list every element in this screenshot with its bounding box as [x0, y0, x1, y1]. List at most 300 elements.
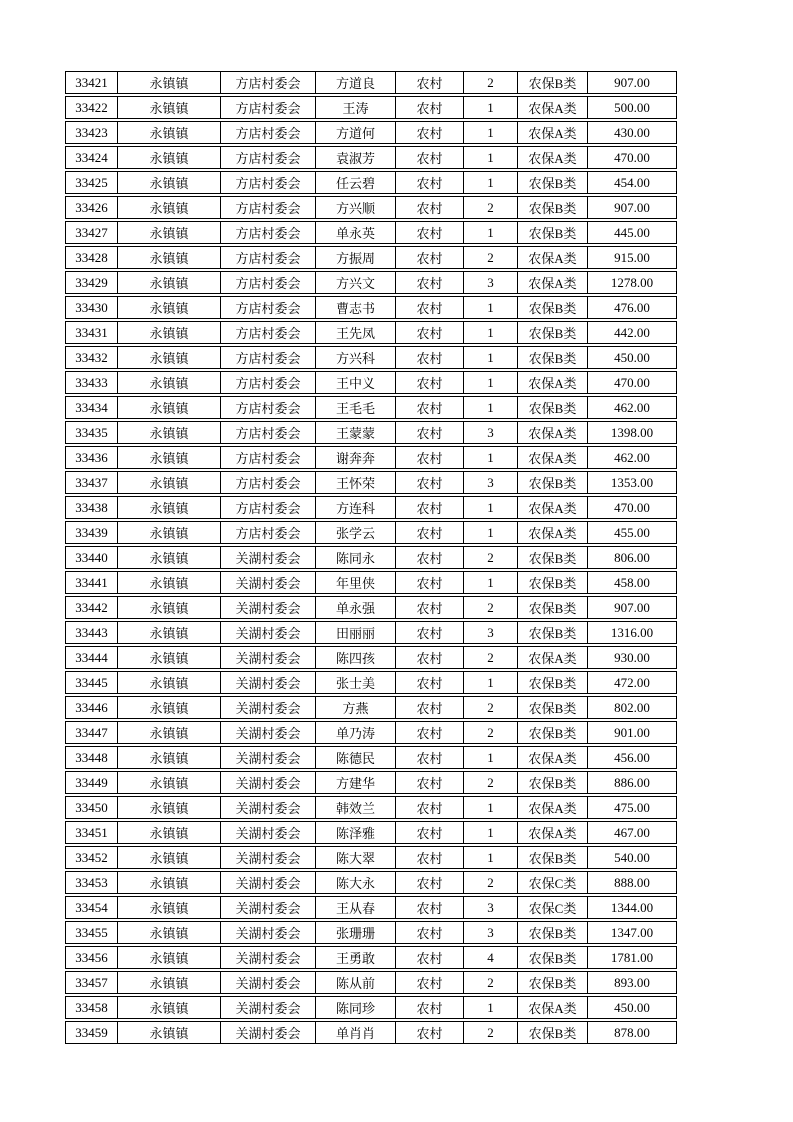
cell-person-name: 袁淑芳 — [315, 146, 395, 169]
cell-amount: 930.00 — [587, 646, 677, 669]
cell-person-name: 陈同珍 — [315, 996, 395, 1019]
cell-serial-number: 33442 — [65, 596, 117, 619]
cell-town: 永镇镇 — [117, 696, 220, 719]
table-row — [65, 771, 677, 794]
table-row — [65, 196, 677, 219]
table-row — [65, 546, 677, 569]
cell-village-committee: 关湖村委会 — [220, 946, 315, 969]
cell-household-type: 农村 — [395, 771, 463, 794]
cell-village-committee: 方店村委会 — [220, 96, 315, 119]
cell-household-type: 农村 — [395, 371, 463, 394]
cell-insurance-category: 农保B类 — [517, 396, 587, 419]
cell-serial-number: 33458 — [65, 996, 117, 1019]
cell-serial-number: 33429 — [65, 271, 117, 294]
cell-person-count: 1 — [463, 396, 517, 419]
table-row — [65, 496, 677, 519]
cell-serial-number: 33432 — [65, 346, 117, 369]
cell-person-count: 2 — [463, 696, 517, 719]
cell-serial-number: 33431 — [65, 321, 117, 344]
table-row — [65, 1021, 677, 1044]
cell-insurance-category: 农保B类 — [517, 846, 587, 869]
cell-person-count: 2 — [463, 546, 517, 569]
cell-household-type: 农村 — [395, 921, 463, 944]
cell-village-committee: 方店村委会 — [220, 321, 315, 344]
cell-person-name: 韩效兰 — [315, 796, 395, 819]
cell-town: 永镇镇 — [117, 621, 220, 644]
cell-person-name: 田丽丽 — [315, 621, 395, 644]
cell-insurance-category: 农保C类 — [517, 871, 587, 894]
cell-person-name: 谢奔奔 — [315, 446, 395, 469]
cell-household-type: 农村 — [395, 71, 463, 94]
cell-insurance-category: 农保A类 — [517, 496, 587, 519]
cell-serial-number: 33428 — [65, 246, 117, 269]
cell-town: 永镇镇 — [117, 396, 220, 419]
cell-household-type: 农村 — [395, 196, 463, 219]
cell-person-count: 4 — [463, 946, 517, 969]
cell-household-type: 农村 — [395, 321, 463, 344]
cell-household-type: 农村 — [395, 621, 463, 644]
cell-person-count: 3 — [463, 471, 517, 494]
cell-town: 永镇镇 — [117, 871, 220, 894]
table-row — [65, 646, 677, 669]
cell-village-committee: 方店村委会 — [220, 471, 315, 494]
cell-village-committee: 关湖村委会 — [220, 721, 315, 744]
table-row — [65, 96, 677, 119]
cell-amount: 1398.00 — [587, 421, 677, 444]
cell-town: 永镇镇 — [117, 771, 220, 794]
cell-insurance-category: 农保A类 — [517, 271, 587, 294]
cell-town: 永镇镇 — [117, 171, 220, 194]
cell-person-name: 方连科 — [315, 496, 395, 519]
cell-insurance-category: 农保A类 — [517, 371, 587, 394]
cell-town: 永镇镇 — [117, 721, 220, 744]
cell-person-name: 王中义 — [315, 371, 395, 394]
cell-serial-number: 33444 — [65, 646, 117, 669]
cell-serial-number: 33430 — [65, 296, 117, 319]
table-row — [65, 146, 677, 169]
cell-serial-number: 33452 — [65, 846, 117, 869]
cell-insurance-category: 农保B类 — [517, 671, 587, 694]
cell-insurance-category: 农保B类 — [517, 971, 587, 994]
cell-insurance-category: 农保B类 — [517, 221, 587, 244]
cell-household-type: 农村 — [395, 571, 463, 594]
table-row — [65, 671, 677, 694]
cell-serial-number: 33457 — [65, 971, 117, 994]
cell-person-count: 3 — [463, 421, 517, 444]
cell-household-type: 农村 — [395, 821, 463, 844]
cell-serial-number: 33451 — [65, 821, 117, 844]
cell-village-committee: 关湖村委会 — [220, 1021, 315, 1044]
cell-serial-number: 33446 — [65, 696, 117, 719]
cell-village-committee: 关湖村委会 — [220, 671, 315, 694]
cell-village-committee: 关湖村委会 — [220, 796, 315, 819]
cell-amount: 907.00 — [587, 71, 677, 94]
cell-amount: 1781.00 — [587, 946, 677, 969]
cell-person-name: 陈从前 — [315, 971, 395, 994]
table-row — [65, 346, 677, 369]
cell-serial-number: 33438 — [65, 496, 117, 519]
cell-person-count: 1 — [463, 846, 517, 869]
cell-insurance-category: 农保B类 — [517, 321, 587, 344]
cell-town: 永镇镇 — [117, 521, 220, 544]
cell-village-committee: 关湖村委会 — [220, 921, 315, 944]
cell-town: 永镇镇 — [117, 846, 220, 869]
cell-serial-number: 33436 — [65, 446, 117, 469]
cell-town: 永镇镇 — [117, 121, 220, 144]
cell-household-type: 农村 — [395, 471, 463, 494]
cell-village-committee: 方店村委会 — [220, 71, 315, 94]
cell-household-type: 农村 — [395, 521, 463, 544]
cell-person-count: 1 — [463, 496, 517, 519]
cell-amount: 455.00 — [587, 521, 677, 544]
cell-village-committee: 关湖村委会 — [220, 871, 315, 894]
cell-person-count: 2 — [463, 71, 517, 94]
cell-insurance-category: 农保B类 — [517, 921, 587, 944]
cell-person-count: 1 — [463, 171, 517, 194]
cell-town: 永镇镇 — [117, 496, 220, 519]
cell-person-name: 任云碧 — [315, 171, 395, 194]
cell-insurance-category: 农保B类 — [517, 721, 587, 744]
cell-village-committee: 方店村委会 — [220, 146, 315, 169]
cell-insurance-category: 农保C类 — [517, 896, 587, 919]
cell-village-committee: 方店村委会 — [220, 371, 315, 394]
cell-person-count: 2 — [463, 196, 517, 219]
table-row — [65, 246, 677, 269]
cell-person-name: 张学云 — [315, 521, 395, 544]
cell-person-name: 陈泽雅 — [315, 821, 395, 844]
cell-person-count: 3 — [463, 271, 517, 294]
cell-amount: 445.00 — [587, 221, 677, 244]
cell-household-type: 农村 — [395, 171, 463, 194]
table-row — [65, 421, 677, 444]
cell-insurance-category: 农保A类 — [517, 446, 587, 469]
cell-household-type: 农村 — [395, 146, 463, 169]
cell-household-type: 农村 — [395, 746, 463, 769]
cell-village-committee: 关湖村委会 — [220, 771, 315, 794]
cell-person-name: 方建华 — [315, 771, 395, 794]
cell-insurance-category: 农保B类 — [517, 946, 587, 969]
cell-household-type: 农村 — [395, 346, 463, 369]
cell-person-count: 1 — [463, 296, 517, 319]
cell-amount: 540.00 — [587, 846, 677, 869]
cell-insurance-category: 农保B类 — [517, 771, 587, 794]
cell-person-name: 王涛 — [315, 96, 395, 119]
cell-insurance-category: 农保B类 — [517, 71, 587, 94]
table-row — [65, 621, 677, 644]
cell-amount: 450.00 — [587, 346, 677, 369]
cell-person-name: 方燕 — [315, 696, 395, 719]
cell-household-type: 农村 — [395, 796, 463, 819]
cell-amount: 475.00 — [587, 796, 677, 819]
cell-insurance-category: 农保A类 — [517, 746, 587, 769]
cell-person-count: 1 — [463, 796, 517, 819]
cell-amount: 901.00 — [587, 721, 677, 744]
cell-amount: 450.00 — [587, 996, 677, 1019]
table-row — [65, 571, 677, 594]
table-row — [65, 296, 677, 319]
cell-serial-number: 33427 — [65, 221, 117, 244]
cell-household-type: 农村 — [395, 946, 463, 969]
cell-person-name: 王勇敢 — [315, 946, 395, 969]
cell-person-name: 陈四孩 — [315, 646, 395, 669]
cell-village-committee: 方店村委会 — [220, 296, 315, 319]
cell-village-committee: 关湖村委会 — [220, 696, 315, 719]
cell-insurance-category: 农保A类 — [517, 796, 587, 819]
cell-person-name: 单永强 — [315, 596, 395, 619]
cell-person-name: 方兴顺 — [315, 196, 395, 219]
cell-person-name: 单肖肖 — [315, 1021, 395, 1044]
cell-serial-number: 33435 — [65, 421, 117, 444]
cell-person-count: 1 — [463, 371, 517, 394]
cell-person-name: 方兴科 — [315, 346, 395, 369]
cell-person-name: 王毛毛 — [315, 396, 395, 419]
cell-town: 永镇镇 — [117, 196, 220, 219]
cell-person-count: 2 — [463, 771, 517, 794]
cell-person-count: 2 — [463, 871, 517, 894]
cell-person-count: 2 — [463, 1021, 517, 1044]
cell-amount: 458.00 — [587, 571, 677, 594]
cell-amount: 878.00 — [587, 1021, 677, 1044]
cell-person-count: 1 — [463, 346, 517, 369]
cell-village-committee: 关湖村委会 — [220, 546, 315, 569]
cell-person-count: 1 — [463, 571, 517, 594]
table-row — [65, 121, 677, 144]
cell-village-committee: 方店村委会 — [220, 421, 315, 444]
cell-person-name: 方兴文 — [315, 271, 395, 294]
cell-serial-number: 33459 — [65, 1021, 117, 1044]
cell-household-type: 农村 — [395, 121, 463, 144]
cell-household-type: 农村 — [395, 996, 463, 1019]
cell-person-name: 单永英 — [315, 221, 395, 244]
cell-serial-number: 33439 — [65, 521, 117, 544]
cell-village-committee: 关湖村委会 — [220, 821, 315, 844]
cell-village-committee: 关湖村委会 — [220, 746, 315, 769]
cell-insurance-category: 农保B类 — [517, 171, 587, 194]
cell-town: 永镇镇 — [117, 346, 220, 369]
cell-household-type: 农村 — [395, 221, 463, 244]
cell-person-name: 张士美 — [315, 671, 395, 694]
cell-amount: 802.00 — [587, 696, 677, 719]
cell-person-count: 3 — [463, 896, 517, 919]
cell-village-committee: 关湖村委会 — [220, 571, 315, 594]
cell-town: 永镇镇 — [117, 821, 220, 844]
cell-insurance-category: 农保A类 — [517, 646, 587, 669]
table-row — [65, 746, 677, 769]
cell-insurance-category: 农保B类 — [517, 571, 587, 594]
cell-amount: 454.00 — [587, 171, 677, 194]
cell-person-name: 王先凤 — [315, 321, 395, 344]
cell-amount: 456.00 — [587, 746, 677, 769]
cell-town: 永镇镇 — [117, 596, 220, 619]
table-row — [65, 946, 677, 969]
cell-town: 永镇镇 — [117, 446, 220, 469]
cell-serial-number: 33443 — [65, 621, 117, 644]
cell-town: 永镇镇 — [117, 146, 220, 169]
cell-insurance-category: 农保B类 — [517, 471, 587, 494]
cell-town: 永镇镇 — [117, 246, 220, 269]
cell-amount: 806.00 — [587, 546, 677, 569]
cell-amount: 886.00 — [587, 771, 677, 794]
cell-town: 永镇镇 — [117, 221, 220, 244]
cell-serial-number: 33423 — [65, 121, 117, 144]
cell-person-name: 陈德民 — [315, 746, 395, 769]
cell-amount: 1344.00 — [587, 896, 677, 919]
cell-amount: 472.00 — [587, 671, 677, 694]
cell-amount: 470.00 — [587, 146, 677, 169]
cell-household-type: 农村 — [395, 646, 463, 669]
cell-village-committee: 方店村委会 — [220, 346, 315, 369]
cell-amount: 470.00 — [587, 496, 677, 519]
cell-insurance-category: 农保A类 — [517, 421, 587, 444]
cell-household-type: 农村 — [395, 671, 463, 694]
table-row — [65, 971, 677, 994]
table-row — [65, 371, 677, 394]
cell-person-name: 方道何 — [315, 121, 395, 144]
cell-person-count: 1 — [463, 146, 517, 169]
cell-town: 永镇镇 — [117, 646, 220, 669]
cell-town: 永镇镇 — [117, 546, 220, 569]
cell-village-committee: 方店村委会 — [220, 271, 315, 294]
cell-person-name: 陈大永 — [315, 871, 395, 894]
table-row — [65, 821, 677, 844]
cell-household-type: 农村 — [395, 721, 463, 744]
cell-town: 永镇镇 — [117, 671, 220, 694]
cell-serial-number: 33425 — [65, 171, 117, 194]
cell-insurance-category: 农保A类 — [517, 121, 587, 144]
table-row — [65, 696, 677, 719]
cell-serial-number: 33449 — [65, 771, 117, 794]
cell-household-type: 农村 — [395, 971, 463, 994]
table-row — [65, 271, 677, 294]
cell-village-committee: 方店村委会 — [220, 171, 315, 194]
cell-town: 永镇镇 — [117, 96, 220, 119]
cell-village-committee: 方店村委会 — [220, 246, 315, 269]
cell-insurance-category: 农保B类 — [517, 621, 587, 644]
cell-person-count: 1 — [463, 821, 517, 844]
cell-amount: 888.00 — [587, 871, 677, 894]
cell-town: 永镇镇 — [117, 471, 220, 494]
cell-amount: 430.00 — [587, 121, 677, 144]
cell-town: 永镇镇 — [117, 796, 220, 819]
cell-household-type: 农村 — [395, 246, 463, 269]
cell-town: 永镇镇 — [117, 971, 220, 994]
table-row — [65, 996, 677, 1019]
cell-village-committee: 关湖村委会 — [220, 596, 315, 619]
cell-serial-number: 33421 — [65, 71, 117, 94]
cell-person-count: 2 — [463, 596, 517, 619]
table-row — [65, 596, 677, 619]
cell-amount: 462.00 — [587, 396, 677, 419]
cell-person-count: 2 — [463, 721, 517, 744]
cell-person-name: 王蒙蒙 — [315, 421, 395, 444]
cell-amount: 500.00 — [587, 96, 677, 119]
cell-village-committee: 关湖村委会 — [220, 996, 315, 1019]
cell-town: 永镇镇 — [117, 946, 220, 969]
table-row — [65, 221, 677, 244]
cell-household-type: 农村 — [395, 846, 463, 869]
cell-insurance-category: 农保B类 — [517, 696, 587, 719]
cell-insurance-category: 农保B类 — [517, 1021, 587, 1044]
cell-household-type: 农村 — [395, 896, 463, 919]
cell-person-name: 方振周 — [315, 246, 395, 269]
cell-serial-number: 33426 — [65, 196, 117, 219]
cell-person-name: 张珊珊 — [315, 921, 395, 944]
table-row — [65, 471, 677, 494]
cell-town: 永镇镇 — [117, 1021, 220, 1044]
cell-person-name: 陈大翠 — [315, 846, 395, 869]
cell-person-count: 1 — [463, 446, 517, 469]
cell-town: 永镇镇 — [117, 571, 220, 594]
cell-village-committee: 关湖村委会 — [220, 846, 315, 869]
cell-household-type: 农村 — [395, 396, 463, 419]
cell-serial-number: 33437 — [65, 471, 117, 494]
cell-village-committee: 方店村委会 — [220, 446, 315, 469]
cell-serial-number: 33456 — [65, 946, 117, 969]
cell-amount: 915.00 — [587, 246, 677, 269]
cell-serial-number: 33434 — [65, 396, 117, 419]
cell-person-name: 方道良 — [315, 71, 395, 94]
cell-amount: 462.00 — [587, 446, 677, 469]
cell-insurance-category: 农保A类 — [517, 96, 587, 119]
cell-person-count: 1 — [463, 221, 517, 244]
cell-household-type: 农村 — [395, 271, 463, 294]
cell-person-count: 1 — [463, 746, 517, 769]
cell-serial-number: 33433 — [65, 371, 117, 394]
cell-insurance-category: 农保B类 — [517, 296, 587, 319]
cell-town: 永镇镇 — [117, 421, 220, 444]
cell-amount: 470.00 — [587, 371, 677, 394]
cell-town: 永镇镇 — [117, 271, 220, 294]
cell-person-name: 曹志书 — [315, 296, 395, 319]
cell-town: 永镇镇 — [117, 71, 220, 94]
cell-amount: 907.00 — [587, 196, 677, 219]
cell-amount: 467.00 — [587, 821, 677, 844]
cell-town: 永镇镇 — [117, 371, 220, 394]
cell-person-name: 王从春 — [315, 896, 395, 919]
cell-person-count: 2 — [463, 971, 517, 994]
cell-person-name: 王怀荣 — [315, 471, 395, 494]
cell-amount: 1278.00 — [587, 271, 677, 294]
table-row — [65, 871, 677, 894]
cell-person-name: 陈同永 — [315, 546, 395, 569]
cell-person-count: 1 — [463, 96, 517, 119]
cell-serial-number: 33453 — [65, 871, 117, 894]
cell-person-count: 2 — [463, 246, 517, 269]
cell-person-name: 年里侠 — [315, 571, 395, 594]
benefits-table — [65, 69, 677, 1046]
cell-household-type: 农村 — [395, 696, 463, 719]
cell-amount: 442.00 — [587, 321, 677, 344]
cell-insurance-category: 农保B类 — [517, 196, 587, 219]
cell-village-committee: 关湖村委会 — [220, 646, 315, 669]
cell-insurance-category: 农保B类 — [517, 596, 587, 619]
cell-insurance-category: 农保B类 — [517, 346, 587, 369]
table-row — [65, 846, 677, 869]
cell-serial-number: 33441 — [65, 571, 117, 594]
cell-village-committee: 方店村委会 — [220, 121, 315, 144]
cell-household-type: 农村 — [395, 546, 463, 569]
cell-insurance-category: 农保A类 — [517, 521, 587, 544]
cell-person-count: 3 — [463, 921, 517, 944]
cell-person-count: 1 — [463, 671, 517, 694]
cell-town: 永镇镇 — [117, 296, 220, 319]
table-row — [65, 521, 677, 544]
cell-household-type: 农村 — [395, 96, 463, 119]
cell-village-committee: 方店村委会 — [220, 396, 315, 419]
cell-serial-number: 33450 — [65, 796, 117, 819]
cell-town: 永镇镇 — [117, 896, 220, 919]
cell-household-type: 农村 — [395, 421, 463, 444]
